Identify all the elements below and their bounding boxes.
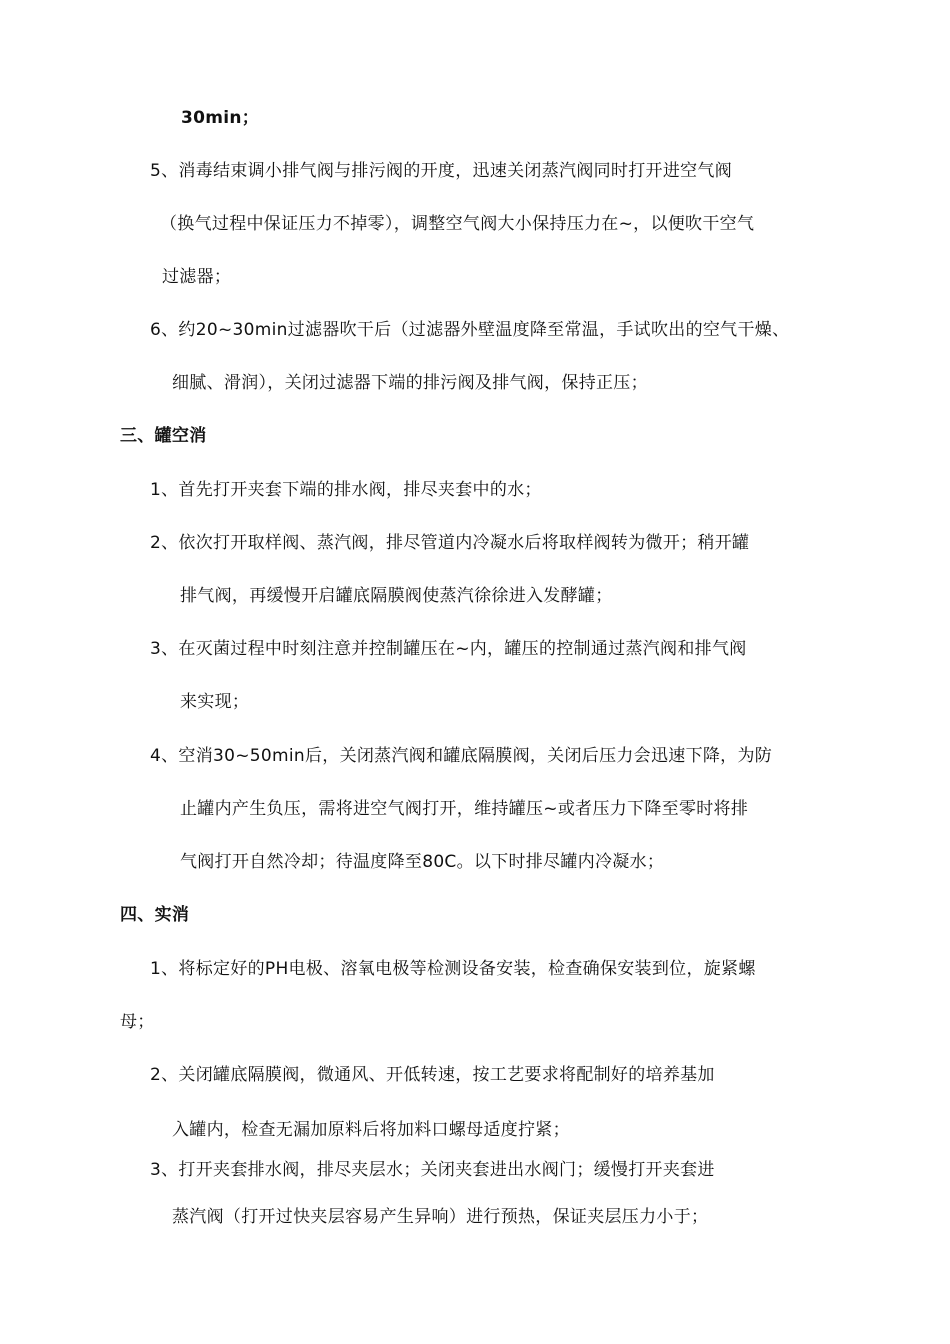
section-heading-actual-sterilization: 四、实消 [120, 905, 190, 925]
tank-step-4-line-1: 4、空消30~50min后，关闭蒸汽阀和罐底隔膜阀，关闭后压力会迅速下降，为防 [150, 746, 773, 766]
text-line-continuation: 30min； [181, 108, 260, 128]
actual-step-2-line-1: 2、关闭罐底隔膜阀，微通风、开低转速，按工艺要求将配制好的培养基加 [150, 1065, 715, 1085]
tank-step-4-line-3: 气阀打开自然冷却；待温度降至80C。以下时排尽罐内冷凝水； [180, 852, 665, 872]
step-6-line-1: 6、约20~30min过滤器吹干后（过滤器外壁温度降至常温，手试吹出的空气干燥、 [150, 320, 790, 340]
tank-step-4-line-2: 止罐内产生负压，需将进空气阀打开，维持罐压~或者压力下降至零时将排 [180, 799, 749, 819]
section-heading-tank-empty-sterilization: 三、罐空消 [120, 426, 207, 446]
actual-step-3-line-2: 蒸汽阀（打开过快夹层容易产生异响）进行预热，保证夹层压力小于； [172, 1207, 709, 1227]
actual-step-3-line-1: 3、打开夹套排水阀，排尽夹层水；关闭夹套进出水阀门；缓慢打开夹套进 [150, 1160, 715, 1180]
step-5-line-1: 5、消毒结束调小排气阀与排污阀的开度，迅速关闭蒸汽阀同时打开进空气阀 [150, 161, 733, 181]
tank-step-1: 1、首先打开夹套下端的排水阀，排尽夹套中的水； [150, 480, 542, 500]
actual-step-1-line-1: 1、将标定好的PH电极、溶氧电极等检测设备安装，检查确保安装到位，旋紧螺 [150, 959, 756, 979]
step-6-line-2: 细腻、滑润），关闭过滤器下端的排污阀及排气阀，保持正压； [172, 373, 648, 393]
tank-step-2-line-2: 排气阀，再缓慢开启罐底隔膜阀使蒸汽徐徐进入发酵罐； [180, 586, 613, 606]
tank-step-3-line-2: 来实现； [180, 692, 250, 712]
step-5-line-3: 过滤器； [162, 267, 232, 287]
tank-step-2-line-1: 2、依次打开取样阀、蒸汽阀，排尽管道内冷凝水后将取样阀转为微开；稍开罐 [150, 533, 750, 553]
step-5-line-2: （换气过程中保证压力不掉零），调整空气阀大小保持压力在~，以便吹干空气 [160, 214, 755, 234]
tank-step-3-line-1: 3、在灭菌过程中时刻注意并控制罐压在~内，罐压的控制通过蒸汽阀和排气阀 [150, 639, 747, 659]
actual-step-2-line-2: 入罐内，检查无漏加原料后将加料口螺母适度拧紧； [172, 1120, 570, 1140]
actual-step-1-line-2: 母； [120, 1012, 155, 1032]
